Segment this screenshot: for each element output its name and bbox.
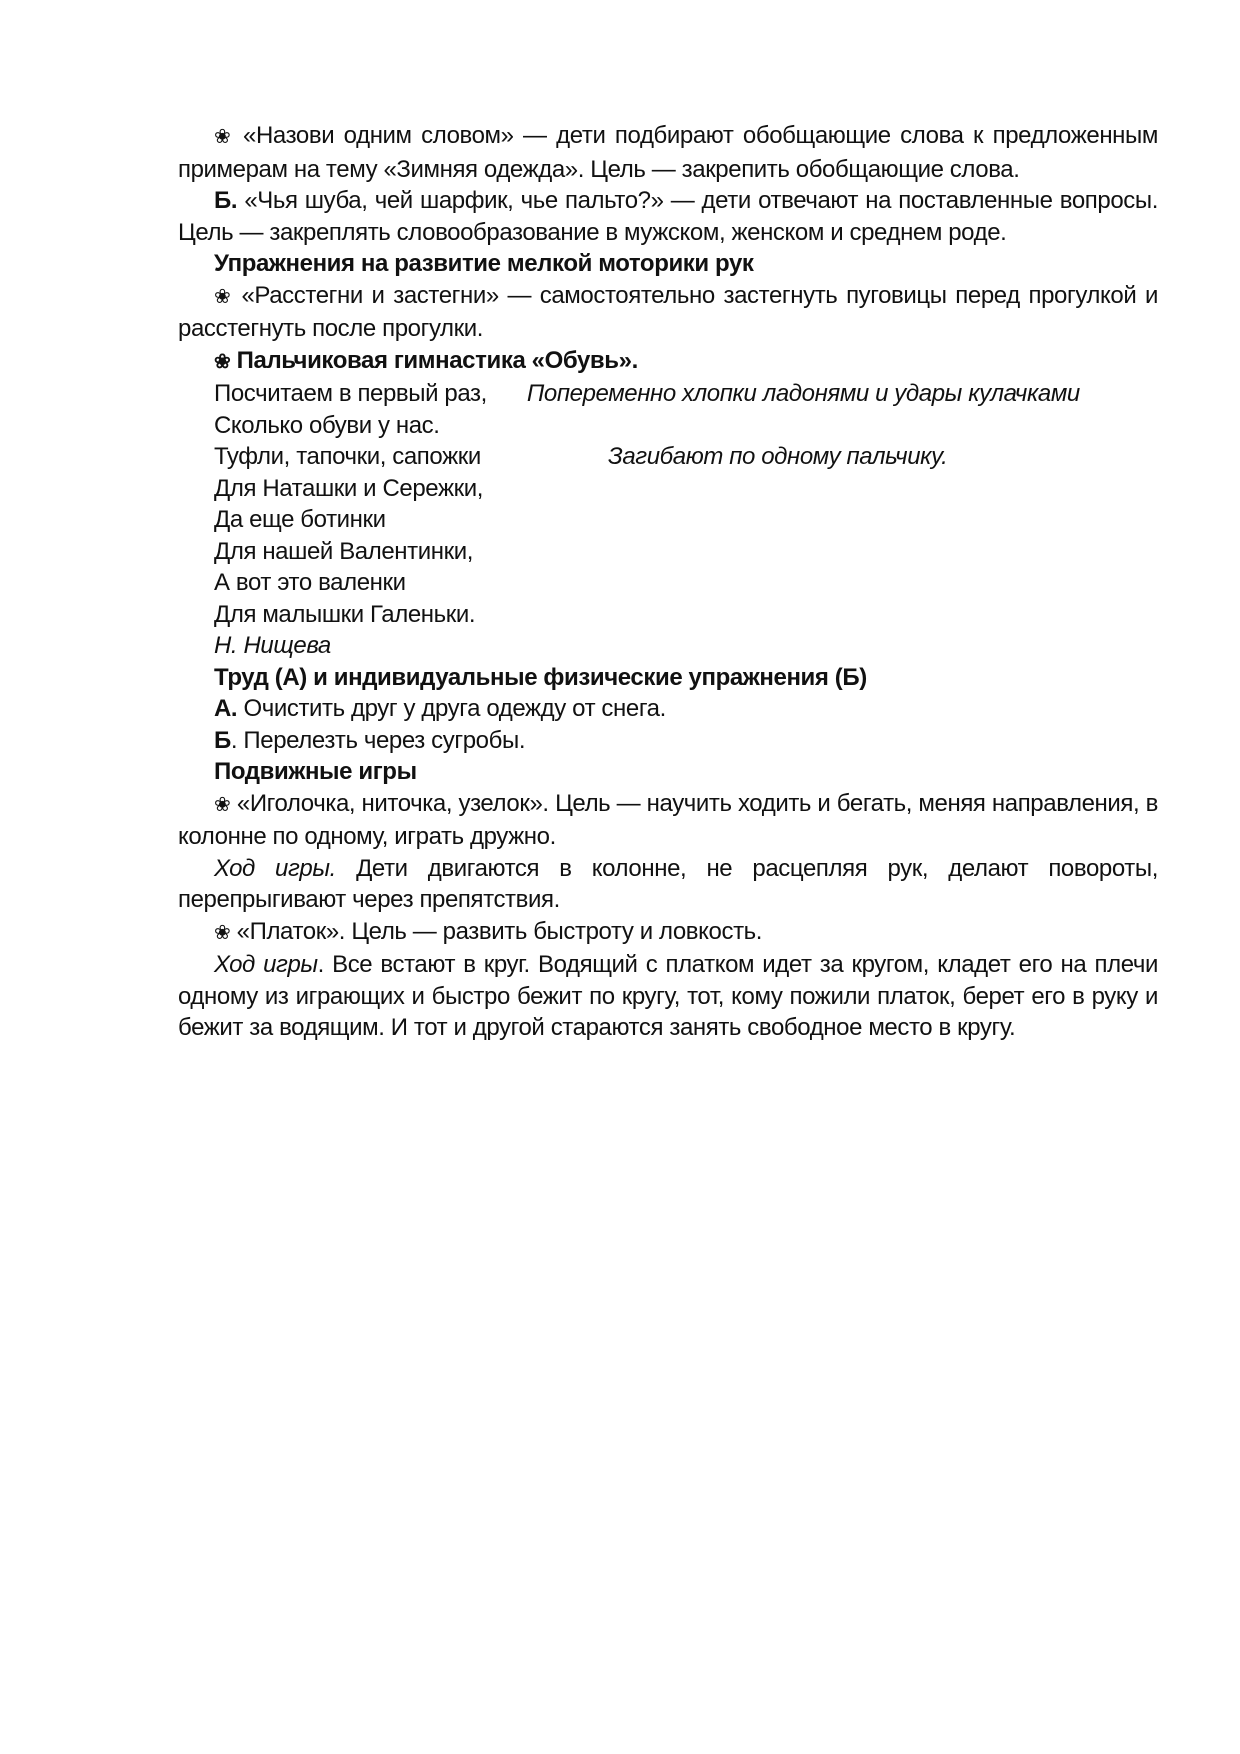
paragraph-name-one-word: ❀ «Назови одним словом» — дети подбирают обобщающие слова к предложенным примерам на тему «Зимняя одежда». Цель — закрепить обобщающие слова. (178, 122, 1158, 183)
flower-icon: ❀ (214, 921, 231, 944)
poem-line: Для нашей Валентинки, (214, 537, 473, 565)
poem-line: Для малышки Галеньки. (214, 600, 476, 628)
poem-line-1: Посчитаем в первый раз, Попеременно хлопки ладонями и удары кулачками (214, 380, 1080, 407)
paragraph-buttons: ❀ «Расстегни и застегни» — самостоятельно застегнуть пуговицы перед прогулкой и расстегнуть после прогулки. (178, 281, 1159, 342)
poem-line: Туфли, тапочки, сапожки Загибают по одному пальчику. (178, 441, 1158, 473)
poem-line: А вот это валенки (214, 569, 406, 596)
poem-author: Н. Нищева (214, 632, 331, 659)
heading-fine-motor: Упражнения на развитие мелкой моторики рук (214, 250, 754, 277)
paragraph-game-needle: ❀ «Иголочка, ниточка, узелок». Цель — научить ходить и бегать, меняя направления, в колонне по одному, играть дружно. (178, 789, 1158, 850)
paragraph-labor-b: Б. Перелезть через сугробы. (214, 726, 526, 754)
flower-icon: ❀ (214, 126, 234, 148)
paragraph-game-scarf-course: Ход игры. Все встают в круг. Водящий с платком идет за кругом, кладет его на плечи одному из играющих и быстро бежит по кругу, тот, кому пожили платок, берет его в руку и бежит за водящим. И тот и другой стараются занять свободное место в кругу. (178, 951, 1158, 1041)
paragraph-game-needle-course: Ход игры. Дети двигаются в колонне, не расцепляя рук, делают повороты, перепрыгивают через препятствия. (178, 854, 1158, 913)
flower-icon: ❀ (214, 285, 233, 308)
heading-outdoor-games: Подвижные игры (214, 758, 417, 785)
flower-icon: ❀ (214, 793, 231, 816)
paragraph-game-scarf: ❀ «Платок». Цель — развить быстроту и ловкость. (214, 917, 763, 945)
poem-line: Да еще ботинки (214, 506, 386, 533)
paragraph-whose-coat: Б. «Чья шуба, чей шарфик, чье пальто?» — дети отвечают на поставленные вопросы. Цель — закреплять словообразование в мужском, женском и среднем роде. (178, 187, 1158, 246)
flower-icon: ❀ (214, 350, 231, 373)
document-page (178, 120, 1158, 1044)
heading-labor: Труд (А) и индивидуальные физические упражнения (Б) (214, 663, 867, 691)
poem-note: Загибают по одному пальчику. (608, 443, 948, 470)
heading-finger-gym: ❀ Пальчиковая гимнастика «Обувь». (214, 346, 638, 374)
paragraph-labor-a: А. Очистить друг у друга одежду от снега. (214, 695, 666, 722)
poem-line: Для Наташки и Сережки, (214, 474, 483, 502)
poem-line: Сколько обуви у нас. (214, 411, 440, 439)
